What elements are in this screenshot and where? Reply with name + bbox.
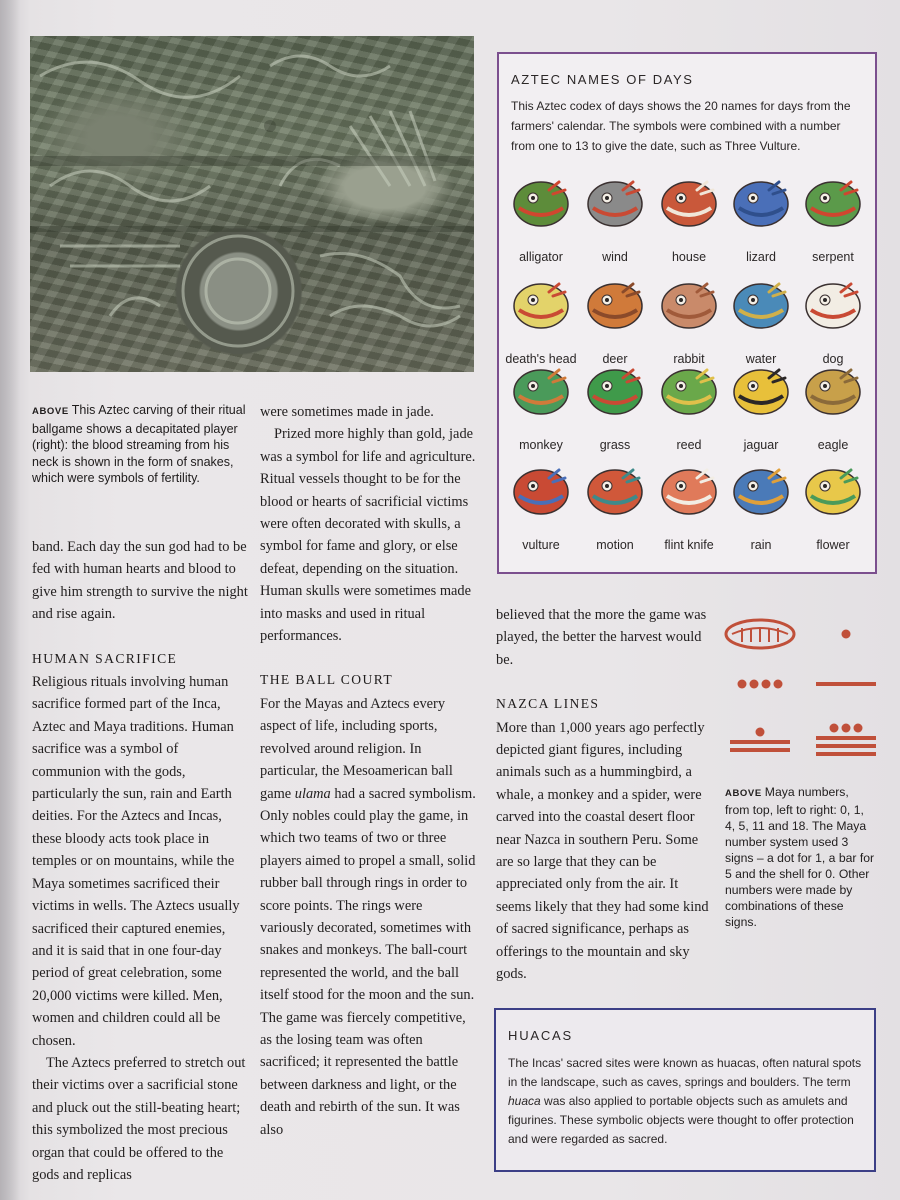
reed-icon [657,360,721,420]
maya-numbers-figure [722,612,882,772]
photo-caption [32,402,254,487]
heading-nazca-lines: NAZCA LINES [496,696,600,712]
column1-para2: The Aztecs preferred to stretch out their victims over a sacrificial stone and pluck out the still-beating heart; this symbolized the most precious organ that could be offered to the gods and replicas [32,1054,246,1183]
column-1 [32,536,248,1186]
maya-bar [730,748,790,752]
day-label: vulture [522,538,560,552]
column2-para2-start: For the Mayas and Aztecs every aspect of life, including sports, revolved around religion. In particular, the Mesoamerican ball game [260,695,453,802]
column2-para2-italic: ulama [294,785,331,802]
column2-para2-end: had a sacred symbolism. Only nobles could play the game, in which two teams of two or three players aimed to propel a small, solid rubber ball through rings in order to score points. The rings were variously decorated, sometimes with snakes and monkeys. The ball-court represented the world, and the ball itself stood for the moon and the sun. The game was fiercely competitive, as the losing team was often sacrificed; it represented the battle between darkness and light, or the death and rebirth of the sun. It was also [260,785,476,1138]
huacas-title: HUACAS [508,1028,573,1043]
huacas-text-end: was also applied to portable objects such as amulets and figurines. These symbolic objects were thought to offer protection and were regarded as sacred. [508,1094,854,1146]
day-glyph-deer [579,274,651,366]
day-label: water [745,352,777,366]
day-label: death's head [505,352,577,366]
maya-caption-text: Maya numbers, from top, left to right: 0, 1, 4, 5, 11 and 18. The Maya number system used 3 signs – a dot for 1, a bar for 5 and the shell for 0. Other numbers were made by combinations of these signs. [725,785,875,929]
wind-icon [583,172,647,232]
caption-lead: ABOVE [32,406,69,417]
maya-dot [830,724,839,733]
deaths-head-icon [509,274,573,334]
column-3 [496,604,712,986]
day-label: grass [599,438,631,452]
huacas-text [508,1054,862,1149]
day-glyph-serpent [797,172,869,264]
serpent-icon [801,172,865,232]
maya-bar [730,740,790,744]
column1-para1: Religious rituals involving human sacrifice formed part of the Inca, Aztec and Maya traditions. Human sacrifice was a symbol of communion with the gods, particularly the sun, rain and Earth deities. For the Aztecs and Incas, these bloody acts took place in temples or on mountains, while the Maya sometimes sacrificed their victims in wells. The Aztecs usually sacrificed their captured enemies, and it is said that in one four-day period of great celebration, some 20,000 victims were killed. Men, women and children could all be chosen. [32,674,240,1049]
day-glyph-grass [579,360,651,452]
maya-caption-lead: ABOVE [725,788,762,799]
huacas-text-italic: huaca [508,1094,541,1108]
day-label: jaguar [743,438,779,452]
flower-icon [801,460,865,520]
day-glyph-deaths-head [505,274,577,366]
maya-dot [842,630,851,639]
day-glyph-alligator [505,172,577,264]
deer-icon [583,274,647,334]
maya-bar [816,682,876,686]
day-label: rabbit [673,352,705,366]
maya-dot [774,680,783,689]
water-icon [729,274,793,334]
book-gutter-shadow [0,0,20,1200]
day-glyph-motion [579,460,651,552]
day-label: flint knife [664,538,714,552]
day-label: motion [596,538,634,552]
carving-relief-detail [30,36,474,372]
heading-ball-court: THE BALL COURT [260,672,394,688]
column2-para2 [260,693,478,1141]
day-glyph-vulture [505,460,577,552]
day-label: reed [676,438,702,452]
lizard-icon [729,172,793,232]
day-glyph-monkey [505,360,577,452]
grass-icon [583,360,647,420]
day-label: wind [602,250,628,264]
ballgame-carving-photo [30,36,474,372]
alligator-icon [509,172,573,232]
column3-para1: More than 1,000 years ago perfectly depicted giant figures, including animals such as a hummingbird, a whale, a monkey and a spider, were carved into the coastal desert floor near Nazca in southern Peru. Some are so large that they can be appreciated only from the air. It seems likely that they had some kind of sacred significance, perhaps as offerings to the mountain and sky gods. [496,719,709,983]
day-label: monkey [519,438,563,452]
vulture-icon [509,460,573,520]
day-label: rain [750,538,772,552]
rabbit-icon [657,274,721,334]
maya-dot [756,728,765,737]
dog-icon [801,274,865,334]
maya-dot [750,680,759,689]
day-glyph-wind [579,172,651,264]
column2-para1: Prized more highly than gold, jade was a symbol for life and agriculture. Ritual vessels thought to be for the blood or hearts of sacrificial victims were often decorated with skulls, a symbol for fame and glory, or else defeat, depending on the situation. Human skulls were sometimes made into masks and used in ritual performances. [260,426,476,645]
maya-bar [816,736,876,740]
maya-bar [816,752,876,756]
maya-caption [725,784,875,930]
monkey-icon [509,360,573,420]
flint-knife-icon [657,460,721,520]
rain-icon [729,460,793,520]
motion-icon [583,460,647,520]
huacas-box [494,1008,876,1172]
maya-dot [762,680,771,689]
day-label: eagle [817,438,849,452]
column-2 [260,401,478,1141]
aztec-box-intro: This Aztec codex of days shows the 20 names for days from the farmers' calendar. The symbols were combined with a number from one to 13 to give the date, such as Three Vulture. [511,99,851,153]
day-glyph-flower [797,460,869,552]
aztec-box-title: AZTEC NAMES OF DAYS [511,72,694,87]
heading-human-sacrifice: HUMAN SACRIFICE [32,650,178,666]
maya-dot [842,724,851,733]
eagle-icon [801,360,865,420]
jaguar-icon [729,360,793,420]
day-label: dog [822,352,844,366]
day-label: alligator [519,250,563,264]
day-label: flower [816,538,850,552]
maya-bar [816,744,876,748]
day-glyph-dog [797,274,869,366]
day-label: deer [602,352,628,366]
column1-intro: band. Each day the sun god had to be fed with human hearts and blood to give him strength to survive the night and rise again. [32,539,248,623]
maya-dot [854,724,863,733]
aztec-days-box [497,52,877,574]
day-label: serpent [812,250,854,264]
house-icon [657,172,721,232]
day-label: lizard [746,250,776,264]
maya-dot [738,680,747,689]
caption-text: This Aztec carving of their ritual ballgame shows a decapitated player (right): the blood streaming from his neck is shown in the form of snakes, which were symbols of fertility. [32,403,246,485]
huacas-text-start: The Incas' sacred sites were known as huacas, often natural spots in the landscape, such as caves, springs and boulders. The term [508,1056,862,1089]
column2-intro: were sometimes made in jade. [260,404,434,420]
day-glyph-eagle [797,360,869,452]
day-label: house [671,250,707,264]
column3-intro: believed that the more the game was played, the better the harvest would be. [496,607,707,668]
